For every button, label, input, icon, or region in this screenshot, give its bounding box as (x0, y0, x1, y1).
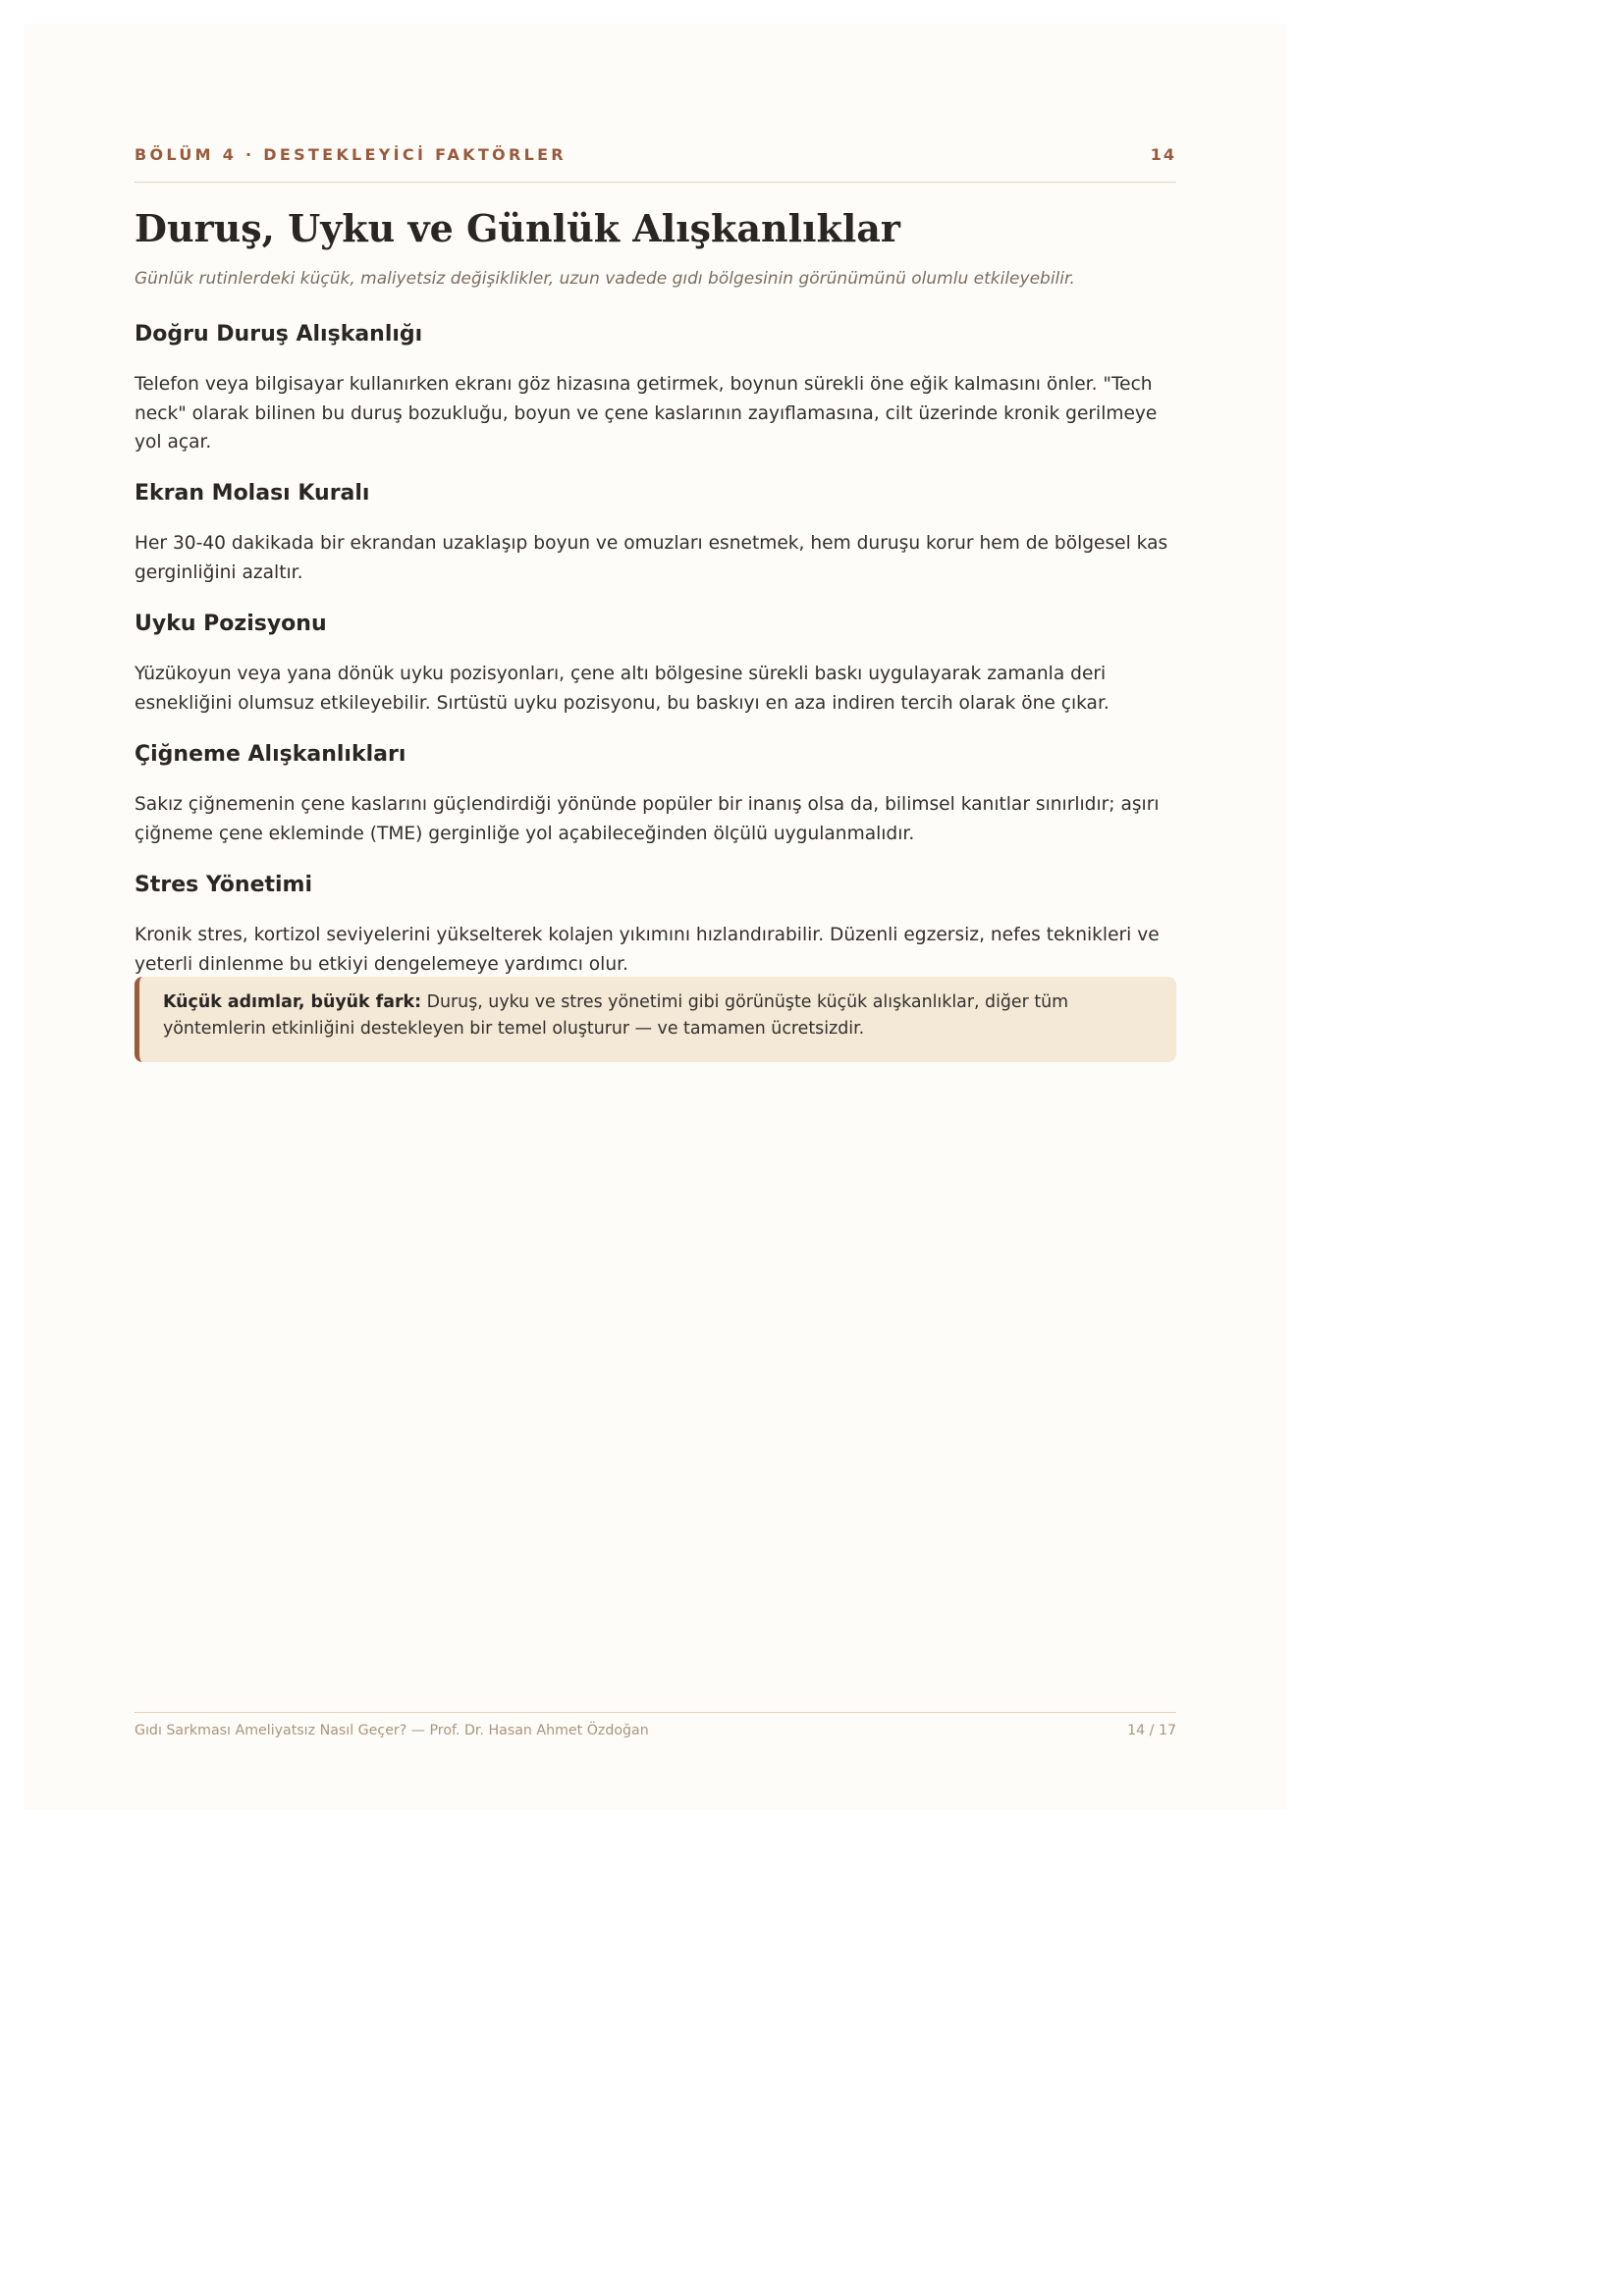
callout-lead: Küçük adımlar, büyük fark: (163, 992, 422, 1012)
document-page (24, 24, 1287, 1810)
section-label: BÖLÜM 4 · DESTEKLEYİCİ FAKTÖRLER (135, 145, 567, 164)
running-header (135, 122, 1176, 183)
callout-text: Duruş, uyku ve stres yönetimi gibi görünüşte küçük alışkanlıklar, diğer tüm yöntemlerin etkinliğini destekleyen bir temel oluşturur — ve tamamen ücretsizdir. (163, 992, 1069, 1039)
section-text-chewing: Sakız çiğnemenin çene kaslarını güçlendirdiği yönünde popüler bir inanış olsa da, bilimsel kanıtlar sınırlıdır; aşırı çiğneme çene ekleminde (TME) gerginliğe yol açabileceğinden ölçülü uygulanmalıdır. (135, 794, 1160, 844)
section-heading-chewing: Çiğneme Alışkanlıkları (135, 742, 406, 767)
section-heading-stress: Stres Yönetimi (135, 873, 313, 897)
section-heading-sleep-position: Uyku Pozisyonu (135, 612, 327, 636)
section-text-stress: Kronik stres, kortizol seviyelerini yükselterek kolajen yıkımını hızlandırabilir. Düzenli egzersiz, nefes teknikleri ve yeterli dinlenme bu etkiyi dengelemeye yardımcı olur. (135, 925, 1160, 975)
page-footer (135, 1712, 1176, 1738)
section-text-posture: Telefon veya bilgisayar kullanırken ekranı göz hizasına getirmek, boynun sürekli öne eğik kalmasını önler. "Tech neck" olarak bilinen bu duruş bozukluğu, boyun ve çene kaslarının zayıflamasına, cilt üzerinde kronik gerilmeye yol açar. (135, 374, 1158, 453)
tip-callout (135, 977, 1176, 1062)
footer-book-title: Gıdı Sarkması Ameliyatsız Nasıl Geçer? — Prof. Dr. Hasan Ahmet Özdoğan (135, 1723, 649, 1738)
section-text-screen-break: Her 30-40 dakikada bir ekrandan uzaklaşıp boyun ve omuzları esnetmek, hem duruşu korur hem de bölgesel kas gerginliğini azaltır. (135, 533, 1168, 583)
page-subtitle: Günlük rutinlerdeki küçük, maliyetsiz değişiklikler, uzun vadede gıdı bölgesinin görünümünü olumlu etkileyebilir. (135, 269, 1075, 289)
section-text-sleep-position: Yüzükoyun veya yana dönük uyku pozisyonları, çene altı bölgesine sürekli baskı uygulayarak zamanla deri esnekliğini olumsuz etkileyebilir. Sırtüstü uyku pozisyonu, bu baskıyı en aza indiren tercih olarak öne çıkar. (135, 664, 1109, 714)
header-page-number: 14 (1150, 145, 1176, 164)
section-heading-posture: Doğru Duruş Alışkanlığı (135, 322, 423, 347)
page-title: Duruş, Uyku ve Günlük Alışkanlıklar (135, 206, 900, 250)
section-heading-screen-break: Ekran Molası Kuralı (135, 481, 370, 506)
footer-page-count: 14 / 17 (1127, 1723, 1176, 1738)
